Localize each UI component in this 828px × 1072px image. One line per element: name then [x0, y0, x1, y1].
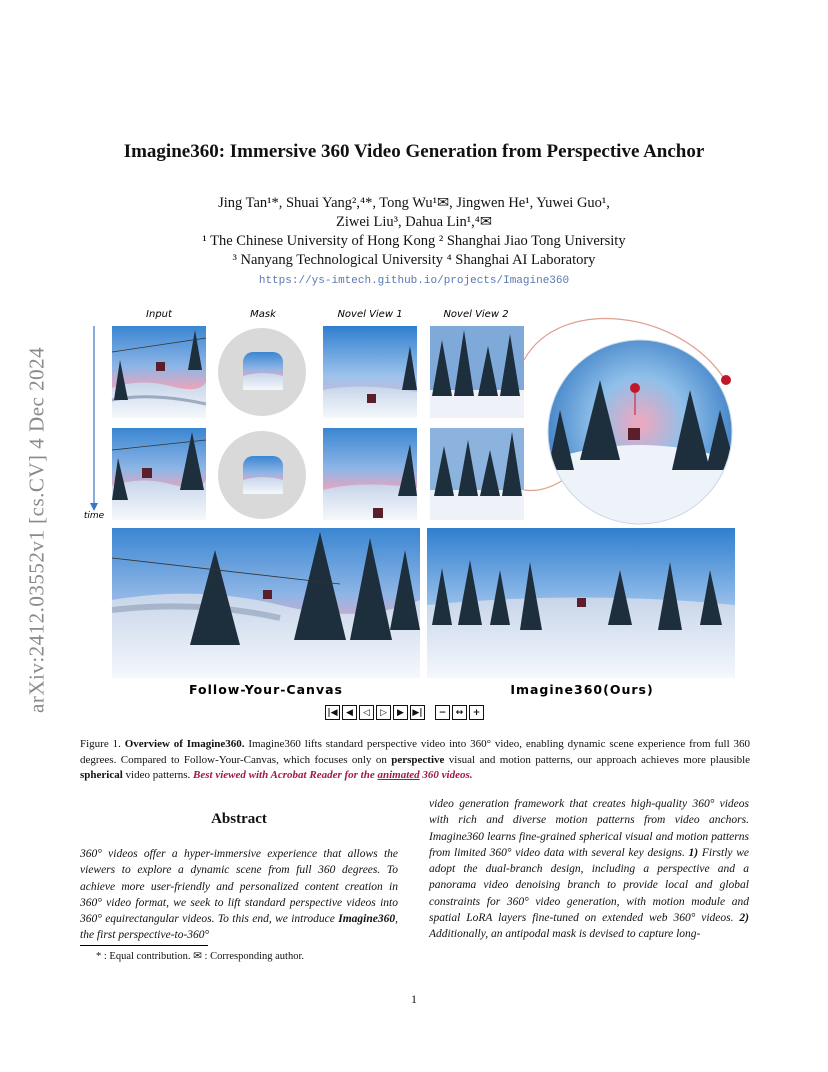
- footnote: * : Equal contribution. ✉ : Corresponding author.: [96, 951, 304, 962]
- caption-bold-title: Overview of Imagine360.: [124, 738, 245, 750]
- footnote-rule: [80, 945, 208, 946]
- project-url[interactable]: https://ys-imtech.github.io/projects/Imagine360: [258, 275, 570, 287]
- caption-text-1: Imagine360 lifts standard perspective video into 360° video, enabling dynamic scene experience from full 360 degrees. Compared to Follow-Your-Canvas, which focuses only on: [80, 738, 750, 766]
- abstract-left-text: 360° videos offer a hyper-immersive experience that allows the viewers to explore a dynamic scene from full 360 degrees. To achieve more user-friendly and personalized content creation in 360° video format, we seek to lift standard perspective videos into 360° equirectangular videos. To this end, we introduce: [80, 848, 398, 926]
- reset-speed-button[interactable]: ↔: [452, 705, 467, 720]
- last-frame-button[interactable]: ▶|: [410, 705, 425, 720]
- novel-view-2-frame-2: [430, 428, 524, 520]
- slower-button[interactable]: −: [435, 705, 450, 720]
- affiliations-line-1: ¹ The Chinese University of Hong Kong ² Shanghai Jiao Tong University: [202, 233, 626, 249]
- authors-line-2: Ziwei Liu³, Dahua Lin¹,⁴✉: [336, 214, 492, 230]
- anchor-marker-2: [721, 375, 731, 385]
- figure-caption: [80, 737, 750, 784]
- panorama-sphere: [548, 340, 736, 524]
- caption-text-3: video patterns.: [125, 769, 191, 781]
- col-label-input: Input: [146, 309, 172, 320]
- faster-button[interactable]: +: [469, 705, 484, 720]
- label-follow-your-canvas: Follow-Your-Canvas: [189, 682, 343, 697]
- paper-title: Imagine360: Immersive 360 Video Generation from Perspective Anchor: [123, 141, 705, 162]
- novel-view-2-frame-1: [430, 326, 524, 418]
- abstract-right-text-3: Additionally, an antipodal mask is devised to capture long-: [429, 928, 701, 941]
- abstract-right-text: video generation framework that creates high-quality 360° videos with rich and diverse motion patterns from video anchors. Imagine360 learns fine-grained spherical visual and motion patterns from limited 360° video data with several key designs.: [429, 798, 749, 859]
- follow-your-canvas-panorama: [112, 528, 420, 678]
- caption-prefix: Figure 1.: [80, 738, 121, 750]
- abstract-heading: Abstract: [211, 811, 267, 827]
- arxiv-watermark: arXiv:2412.03552v1 [cs.CV] 4 Dec 2024: [24, 346, 49, 714]
- abstract-imagine360-bold: Imagine360: [338, 913, 396, 926]
- first-frame-button[interactable]: |◀: [325, 705, 340, 720]
- mask-frame-2: [215, 428, 309, 520]
- author-block: [110, 194, 718, 270]
- teaser-figure: [80, 300, 750, 730]
- prev-frame-button[interactable]: ◀: [342, 705, 357, 720]
- abstract-point-2: 2): [739, 912, 750, 925]
- caption-text-2: visual and motion patterns, our approach achieves more plausible: [448, 753, 751, 766]
- input-frame-1: [112, 326, 206, 418]
- caption-animated-link[interactable]: animated: [377, 769, 420, 781]
- caption-note-b: 360 videos.: [422, 769, 473, 781]
- novel-view-1-frame-2: [323, 428, 417, 520]
- mask-frame-1: [215, 326, 309, 418]
- time-arrow-head: [90, 503, 98, 511]
- time-label: time: [83, 511, 105, 521]
- caption-bold-spherical: spherical: [80, 769, 123, 781]
- authors-line-1: Jing Tan¹*, Shuai Yang²,⁴*, Tong Wu¹✉, Jingwen He¹, Yuwei Guo¹,: [218, 195, 610, 211]
- caption-bold-perspective: perspective: [391, 753, 445, 766]
- anchor-marker-1: [630, 383, 640, 393]
- col-label-mask: Mask: [250, 309, 276, 320]
- animation-controls: [325, 705, 484, 720]
- play-backward-button[interactable]: ◁: [359, 705, 374, 720]
- caption-note: [193, 769, 472, 781]
- abstract-right-text-2: Firstly we adopt the dual-branch design, including a perspective and a panorama video denoising branch to provide local and global constraints for 360° video generation, with motion module and spatial LoRA layers fine-tuned on extended web 360° videos.: [429, 846, 750, 925]
- novel-view-1-frame-1: [323, 326, 417, 418]
- input-frame-2: [112, 428, 206, 520]
- abstract-right-column: [429, 796, 749, 943]
- imagine360-panorama: [427, 528, 735, 678]
- abstract-point-1: 1): [688, 846, 699, 859]
- abstract-left-tail: , the first perspective-to-360°: [80, 913, 398, 942]
- affiliations-line-2: ³ Nanyang Technological University ⁴ Shanghai AI Laboratory: [232, 252, 596, 268]
- label-imagine360-ours: Imagine360(Ours): [510, 682, 654, 697]
- caption-note-a: Best viewed with Acrobat Reader for the: [193, 769, 375, 781]
- next-frame-button[interactable]: ▶: [393, 705, 408, 720]
- col-label-novel-view-1: Novel View 1: [337, 309, 403, 320]
- controls-spacer: [427, 705, 433, 720]
- col-label-novel-view-2: Novel View 2: [443, 309, 509, 320]
- abstract-left-column: [80, 846, 398, 944]
- page-number: 1: [411, 992, 417, 1006]
- play-forward-button[interactable]: ▷: [376, 705, 391, 720]
